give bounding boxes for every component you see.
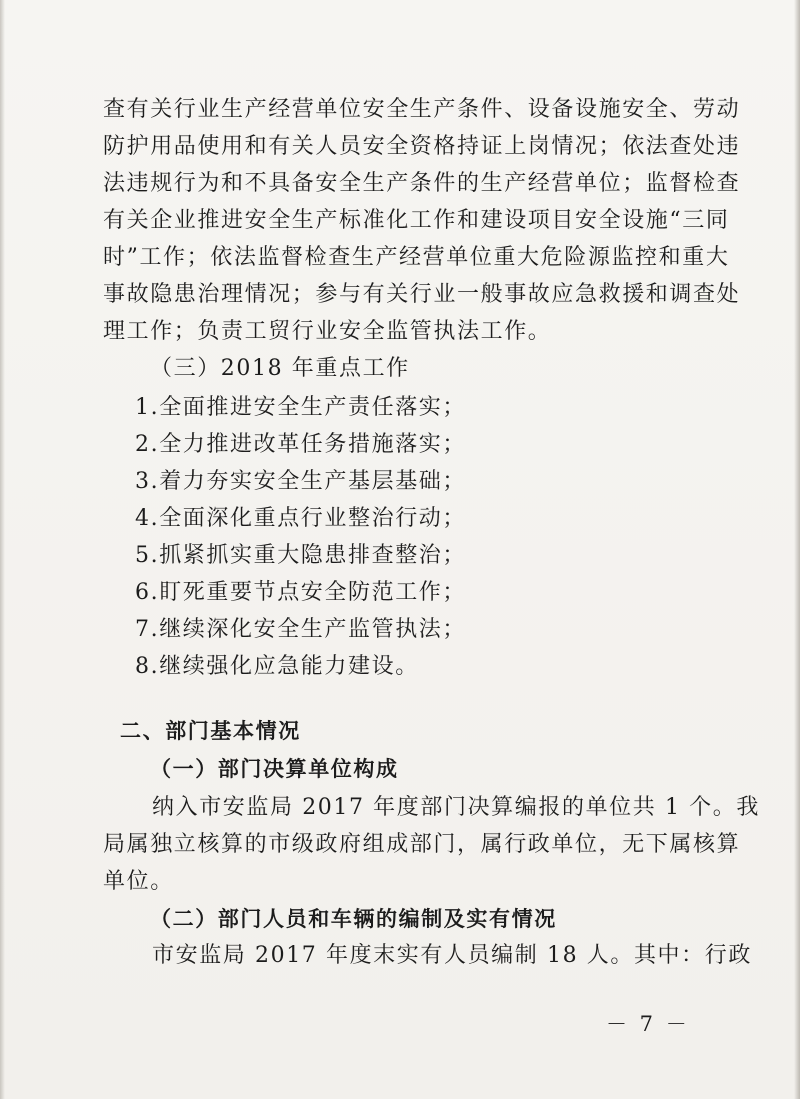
list-item: 1.全面推进安全生产责任落实； — [135, 395, 466, 420]
section-heading-department-info: 二、部门基本情况 — [120, 719, 301, 743]
paragraph-line: 查有关行业生产经营单位安全生产条件、设备设施安全、劳动 — [103, 97, 741, 122]
paragraph-line: 纳入市安监局 2017 年度部门决算编报的单位共 1 个。我 — [152, 795, 760, 820]
page-left-edge — [0, 0, 5, 1099]
subheading-staff-vehicles: （二）部门人员和车辆的编制及实有情况 — [150, 907, 557, 931]
paragraph-line: 时”工作；依法监督检查生产经营单位重大危险源监控和重大 — [103, 245, 730, 270]
list-item: 3.着力夯实安全生产基层基础； — [135, 469, 466, 494]
page-right-edge — [794, 0, 800, 1099]
list-item: 4.全面深化重点行业整治行动； — [135, 506, 466, 531]
paragraph-line: 市安监局 2017 年度末实有人员编制 18 人。其中：行政 — [152, 943, 752, 968]
list-item: 2.全力推进改革任务措施落实； — [135, 432, 466, 457]
section-heading-key-work: （三）2018 年重点工作 — [150, 356, 410, 381]
list-item: 8.继续强化应急能力建设。 — [135, 654, 419, 679]
list-item: 5.抓紧抓实重大隐患排查整治； — [135, 543, 466, 568]
list-item: 6.盯死重要节点安全防范工作； — [135, 580, 466, 605]
paragraph-line: 有关企业推进安全生产标准化工作和建设项目安全设施“三同 — [103, 208, 730, 233]
paragraph-line: 法违规行为和不具备安全生产条件的生产经营单位；监督检查 — [103, 171, 741, 196]
paragraph-line: 局属独立核算的市级政府组成部门，属行政单位，无下属核算 — [103, 832, 741, 857]
paragraph-line: 事故隐患治理情况；参与有关行业一般事故应急救援和调查处 — [103, 282, 741, 307]
paragraph-line: 单位。 — [103, 869, 174, 894]
paragraph-line: 理工作；负责工贸行业安全监管执法工作。 — [103, 319, 552, 344]
subheading-unit-composition: （一）部门决算单位构成 — [150, 757, 399, 781]
paragraph-line: 防护用品使用和有关人员安全资格持证上岗情况；依法查处违 — [103, 134, 741, 159]
page-number: － 7 － — [606, 1012, 690, 1036]
list-item: 7.继续深化安全生产监管执法； — [135, 617, 466, 642]
